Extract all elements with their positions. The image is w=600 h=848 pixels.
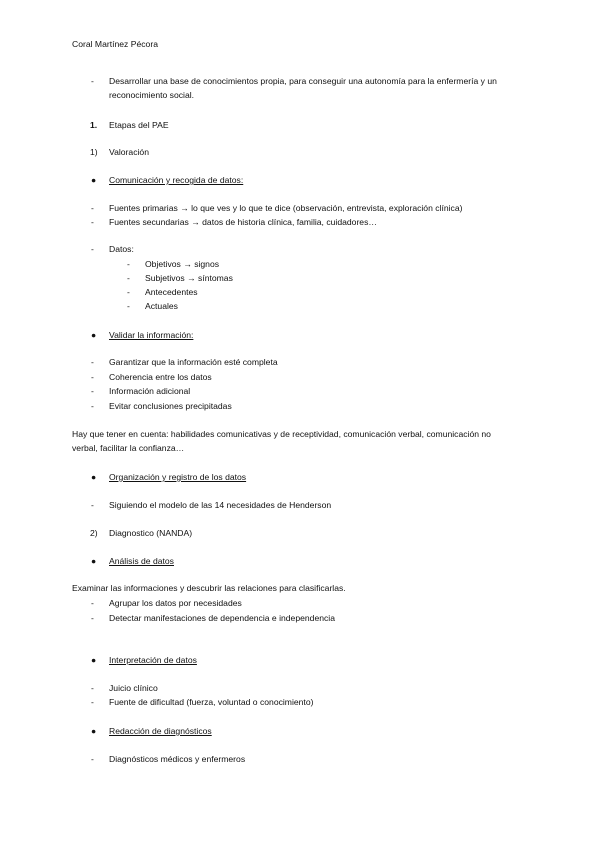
bullet-dot: ● — [91, 726, 97, 736]
nested-item: Subjetivos → síntomas — [145, 273, 233, 283]
list-item: Fuentes primarias → lo que ves y lo que te dice (observación, entrevista, exploración clínica) — [109, 203, 463, 213]
subheading: Análisis de datos — [109, 556, 174, 566]
subheading: Redacción de diagnósticos — [109, 726, 212, 736]
dash-bullet: - — [91, 754, 94, 764]
step-title: Diagnostico (NANDA) — [109, 528, 193, 538]
intro-paragraph — [109, 74, 529, 102]
list-item: Siguiendo el modelo de las 14 necesidades de Henderson — [109, 500, 332, 510]
nested-item: Actuales — [145, 301, 178, 311]
list-item: Detectar manifestaciones de dependencia e independencia — [109, 613, 335, 623]
list-item: Fuente de dificultad (fuerza, voluntad o conocimiento) — [109, 697, 314, 707]
dash-bullet: - — [91, 244, 94, 254]
section-title: Etapas del PAE — [109, 120, 169, 130]
dash-bullet: - — [91, 203, 94, 213]
intro-line-2: reconocimiento social. — [109, 90, 195, 100]
bullet-dot: ● — [91, 655, 97, 665]
dash-bullet: - — [91, 76, 94, 86]
subheading: Interpretación de datos — [109, 655, 197, 665]
bullet-dot: ● — [91, 556, 97, 566]
note-paragraph — [72, 427, 528, 455]
list-item: Coherencia entre los datos — [109, 372, 212, 382]
subheading: Organización y registro de los datos — [109, 472, 247, 482]
dash-bullet: - — [127, 301, 130, 311]
list-item: Datos: — [109, 244, 134, 254]
list-item: Garantizar que la información esté completa — [109, 357, 278, 367]
note-line-2: verbal, facilitar la confianza… — [72, 443, 185, 453]
dash-bullet: - — [91, 217, 94, 227]
list-item: Juicio clínico — [109, 683, 158, 693]
list-item: Información adicional — [109, 386, 191, 396]
nested-item: Objetivos → signos — [145, 259, 220, 269]
dash-bullet: - — [127, 273, 130, 283]
bullet-dot: ● — [91, 472, 97, 482]
dash-bullet: - — [91, 697, 94, 707]
dash-bullet: - — [91, 372, 94, 382]
dash-bullet: - — [91, 357, 94, 367]
list-item: Diagnósticos médicos y enfermeros — [109, 754, 246, 764]
section-number: 1. — [90, 120, 98, 130]
dash-bullet: - — [91, 598, 94, 608]
bullet-dot: ● — [91, 330, 97, 340]
list-item: Fuentes secundarias → datos de historia clínica, familia, cuidadores… — [109, 217, 377, 227]
step-title: Valoración — [109, 147, 149, 157]
dash-bullet: - — [91, 500, 94, 510]
intro-line-1: Desarrollar una base de conocimientos propia, para conseguir una autonomía para la enfermería y un — [109, 76, 497, 86]
dash-bullet: - — [91, 683, 94, 693]
bullet-dot: ● — [91, 175, 97, 185]
dash-bullet: - — [127, 259, 130, 269]
subheading: Comunicación y recogida de datos: — [109, 175, 244, 185]
step-number: 1) — [90, 147, 98, 157]
analysis-intro: Examinar las informaciones y descubrir las relaciones para clasificarlas. — [72, 583, 346, 593]
dash-bullet: - — [91, 613, 94, 623]
subheading: Validar la información: — [109, 330, 194, 340]
dash-bullet: - — [127, 287, 130, 297]
note-line-1: Hay que tener en cuenta: habilidades comunicativas y de receptividad, comunicación verbal, comunicación no — [72, 429, 491, 439]
step-number: 2) — [90, 528, 98, 538]
list-item: Evitar conclusiones precipitadas — [109, 401, 232, 411]
list-item: Agrupar los datos por necesidades — [109, 598, 242, 608]
dash-bullet: - — [91, 401, 94, 411]
dash-bullet: - — [91, 386, 94, 396]
nested-item: Antecedentes — [145, 287, 198, 297]
author-header: Coral Martínez Pécora — [72, 39, 158, 49]
